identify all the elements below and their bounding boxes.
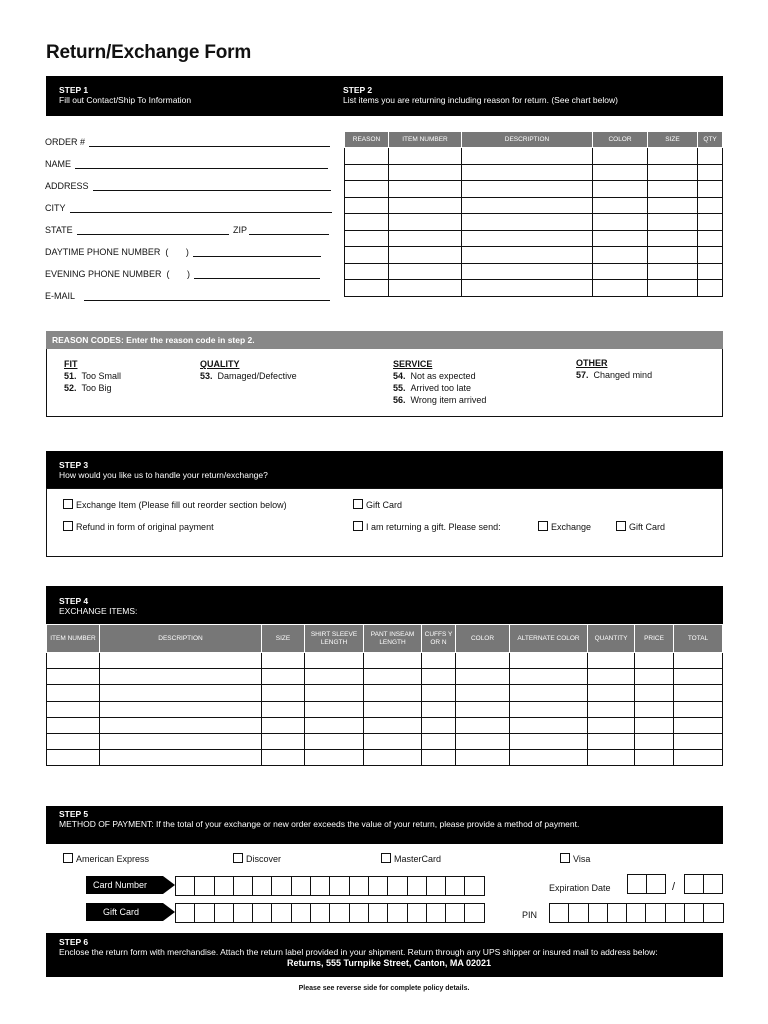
zip-label: ZIP: [233, 225, 248, 235]
amex-checkbox[interactable]: [63, 853, 73, 863]
table-cell[interactable]: [648, 230, 698, 247]
table-cell[interactable]: [462, 214, 593, 231]
table-cell[interactable]: [674, 685, 723, 701]
table-cell[interactable]: [262, 750, 305, 766]
table-cell[interactable]: [364, 669, 422, 685]
other-heading: OTHER: [576, 358, 608, 368]
step2-title: STEP 2: [343, 85, 373, 95]
table-cell[interactable]: [510, 653, 588, 669]
digit-cell[interactable]: [627, 874, 647, 894]
table-cell[interactable]: [635, 669, 674, 685]
order-label: ORDER #: [45, 137, 86, 147]
evening-phone-label: EVENING PHONE NUMBER ( ): [45, 269, 191, 279]
code-53: 53. Damaged/Defective: [200, 371, 297, 381]
digit-cell[interactable]: [253, 876, 272, 896]
table-cell[interactable]: [47, 685, 100, 701]
table-cell[interactable]: [345, 263, 389, 280]
table-cell[interactable]: [648, 164, 698, 181]
step3-title: STEP 3: [59, 460, 89, 470]
table-cell[interactable]: [698, 181, 723, 198]
table-cell[interactable]: [674, 669, 723, 685]
table-cell[interactable]: [698, 280, 723, 297]
step4-bar: [46, 586, 723, 624]
table-cell[interactable]: [635, 701, 674, 717]
table-cell[interactable]: [262, 669, 305, 685]
reason-codes-header: REASON CODES: Enter the reason code in step 2.: [46, 331, 723, 349]
table-row: [345, 280, 723, 297]
table-cell[interactable]: [422, 733, 456, 749]
pin-label: PIN: [522, 910, 538, 920]
table-cell[interactable]: [389, 197, 462, 214]
code-52: 52. Too Big: [64, 383, 112, 393]
table-cell[interactable]: [510, 669, 588, 685]
ex-col-alternate-color: ALTERNATE COLOR: [510, 625, 588, 653]
table-cell[interactable]: [462, 181, 593, 198]
table-cell[interactable]: [456, 701, 510, 717]
table-cell[interactable]: [47, 669, 100, 685]
gift-card-label: Gift Card: [86, 903, 163, 921]
table-cell[interactable]: [674, 750, 723, 766]
table-cell[interactable]: [462, 263, 593, 280]
table-row: [345, 197, 723, 214]
table-cell[interactable]: [345, 214, 389, 231]
digit-cell[interactable]: [369, 903, 388, 923]
step1-text: Fill out Contact/Ship To Information: [59, 95, 192, 105]
step5-text: METHOD OF PAYMENT: If the total of your exchange or new order exceeds the value of your return, please provide a method of payment.: [59, 819, 580, 829]
digit-cell[interactable]: [666, 903, 685, 923]
mastercard-option[interactable]: MasterCard: [381, 853, 441, 864]
step4-title: STEP 4: [59, 596, 89, 606]
digit-cell[interactable]: [215, 903, 234, 923]
table-cell[interactable]: [593, 280, 648, 297]
table-row: [345, 148, 723, 165]
name-label: NAME: [45, 159, 72, 169]
digit-cell[interactable]: [465, 876, 484, 896]
card-number-label: Card Number: [86, 876, 163, 894]
col-size: SIZE: [648, 132, 698, 148]
digit-cell[interactable]: [350, 903, 369, 923]
table-cell[interactable]: [262, 653, 305, 669]
table-cell[interactable]: [345, 280, 389, 297]
table-cell[interactable]: [674, 717, 723, 733]
table-cell[interactable]: [389, 148, 462, 165]
digit-cell[interactable]: [704, 874, 723, 894]
table-cell[interactable]: [389, 280, 462, 297]
table-cell[interactable]: [364, 653, 422, 669]
amex-option[interactable]: American Express: [63, 853, 149, 864]
gift-giftcard-option[interactable]: Gift Card: [616, 521, 665, 532]
card-number-input[interactable]: [175, 876, 485, 896]
table-cell[interactable]: [674, 701, 723, 717]
table-cell[interactable]: [462, 197, 593, 214]
expiration-month-input[interactable]: [627, 874, 666, 894]
table-cell[interactable]: [588, 717, 635, 733]
table-cell[interactable]: [456, 653, 510, 669]
digit-cell[interactable]: [427, 903, 446, 923]
digit-cell[interactable]: [272, 903, 291, 923]
table-cell[interactable]: [698, 164, 723, 181]
ex-col-size: SIZE: [262, 625, 305, 653]
table-cell[interactable]: [47, 653, 100, 669]
table-row: [345, 247, 723, 264]
gift-card-checkbox[interactable]: [353, 499, 363, 509]
table-cell[interactable]: [422, 669, 456, 685]
digit-cell[interactable]: [330, 876, 349, 896]
table-cell[interactable]: [462, 164, 593, 181]
table-cell[interactable]: [648, 247, 698, 264]
table-cell[interactable]: [648, 280, 698, 297]
col-qty: QTY: [698, 132, 723, 148]
table-cell[interactable]: [456, 717, 510, 733]
return-address: Returns, 555 Turnpike Street, Canton, MA 02021: [286, 958, 492, 968]
table-cell[interactable]: [305, 701, 364, 717]
expiration-slash: /: [672, 881, 676, 893]
ex-col-shirt-sleeve: SHIRT SLEEVE LENGTH: [305, 625, 364, 653]
digit-cell[interactable]: [627, 903, 646, 923]
table-cell[interactable]: [635, 750, 674, 766]
table-cell[interactable]: [588, 685, 635, 701]
exchange-items-table: [46, 624, 723, 766]
digit-cell[interactable]: [465, 903, 484, 923]
email-field[interactable]: [45, 289, 330, 301]
gift-card-input[interactable]: [175, 903, 485, 923]
digit-cell[interactable]: [175, 876, 195, 896]
table-cell[interactable]: [345, 230, 389, 247]
fit-heading: FIT: [64, 359, 78, 369]
table-cell[interactable]: [364, 750, 422, 766]
table-row: [345, 181, 723, 198]
table-row: [47, 750, 723, 766]
visa-checkbox[interactable]: [560, 853, 570, 863]
table-cell[interactable]: [698, 263, 723, 280]
zip-field[interactable]: [233, 223, 329, 235]
table-cell[interactable]: [422, 653, 456, 669]
table-cell[interactable]: [698, 247, 723, 264]
address-label: ADDRESS: [45, 181, 89, 191]
table-row: [47, 717, 723, 733]
col-color: COLOR: [593, 132, 648, 148]
digit-cell[interactable]: [569, 903, 588, 923]
table-cell[interactable]: [593, 197, 648, 214]
table-cell[interactable]: [47, 733, 100, 749]
gift-exchange-checkbox[interactable]: [538, 521, 548, 531]
table-cell[interactable]: [698, 214, 723, 231]
digit-cell[interactable]: [311, 876, 330, 896]
step1-title: STEP 1: [59, 85, 89, 95]
digit-cell[interactable]: [272, 876, 291, 896]
table-cell[interactable]: [389, 263, 462, 280]
table-cell[interactable]: [345, 148, 389, 165]
ex-col-total: TOTAL: [674, 625, 723, 653]
table-cell[interactable]: [698, 197, 723, 214]
table-cell[interactable]: [100, 669, 262, 685]
step3-bar: [46, 451, 723, 489]
ex-col-pant-inseam: PANT INSEAM LENGTH: [364, 625, 422, 653]
step6-text: Enclose the return form with merchandise. Attach the return label provided in your shipment. Return through any UPS shipper or insured mail to address below:: [59, 947, 658, 957]
table-cell[interactable]: [462, 247, 593, 264]
table-cell[interactable]: [593, 230, 648, 247]
code-51: 51. Too Small: [64, 371, 122, 381]
table-cell[interactable]: [648, 214, 698, 231]
digit-cell[interactable]: [427, 876, 446, 896]
table-cell[interactable]: [305, 733, 364, 749]
expiration-year-input[interactable]: [684, 874, 723, 894]
code-54: 54. Not as expected: [393, 371, 476, 381]
other-codes: [576, 357, 652, 381]
discover-checkbox[interactable]: [233, 853, 243, 863]
expiration-label: Expiration Date: [549, 883, 611, 893]
table-cell[interactable]: [364, 717, 422, 733]
table-cell[interactable]: [510, 750, 588, 766]
table-cell[interactable]: [305, 685, 364, 701]
evening-phone-field[interactable]: [45, 267, 320, 279]
table-cell[interactable]: [588, 733, 635, 749]
table-cell[interactable]: [262, 717, 305, 733]
daytime-phone-label: DAYTIME PHONE NUMBER ( ): [45, 247, 189, 257]
table-row: [47, 733, 723, 749]
table-cell[interactable]: [262, 685, 305, 701]
table-cell[interactable]: [462, 148, 593, 165]
visa-option[interactable]: Visa: [560, 853, 590, 864]
step6-bar: [46, 933, 723, 977]
table-cell[interactable]: [422, 750, 456, 766]
digit-cell[interactable]: [350, 876, 369, 896]
table-cell[interactable]: [100, 717, 262, 733]
table-cell[interactable]: [635, 733, 674, 749]
table-cell[interactable]: [100, 653, 262, 669]
return-items-table: [344, 131, 723, 297]
gift-card-option[interactable]: Gift Card: [353, 499, 402, 510]
digit-cell[interactable]: [195, 876, 214, 896]
table-cell[interactable]: [588, 653, 635, 669]
table-cell[interactable]: [674, 653, 723, 669]
step4-text: EXCHANGE ITEMS:: [59, 606, 138, 616]
step1-2-bar: [46, 76, 723, 116]
col-reason: REASON: [345, 132, 389, 148]
table-cell[interactable]: [100, 750, 262, 766]
digit-cell[interactable]: [408, 876, 427, 896]
quality-heading: QUALITY: [200, 359, 240, 369]
table-cell[interactable]: [262, 701, 305, 717]
table-cell[interactable]: [389, 214, 462, 231]
digit-cell[interactable]: [311, 903, 330, 923]
table-cell[interactable]: [462, 230, 593, 247]
table-cell[interactable]: [389, 230, 462, 247]
mastercard-checkbox[interactable]: [381, 853, 391, 863]
digit-cell[interactable]: [253, 903, 272, 923]
digit-cell[interactable]: [647, 874, 666, 894]
table-cell[interactable]: [47, 717, 100, 733]
returning-gift-checkbox[interactable]: [353, 521, 363, 531]
table-row: [47, 653, 723, 669]
col-description: DESCRIPTION: [462, 132, 593, 148]
table-cell[interactable]: [648, 263, 698, 280]
ex-col-price: PRICE: [635, 625, 674, 653]
ex-col-color: COLOR: [456, 625, 510, 653]
code-57: 57. Changed mind: [576, 370, 653, 380]
order-field[interactable]: [45, 135, 330, 147]
address-field[interactable]: [45, 179, 331, 191]
step5-title: STEP 5: [59, 809, 89, 819]
table-cell[interactable]: [593, 164, 648, 181]
table-cell[interactable]: [674, 733, 723, 749]
table-cell[interactable]: [648, 197, 698, 214]
table-row: [47, 701, 723, 717]
digit-cell[interactable]: [234, 903, 253, 923]
state-field[interactable]: [45, 223, 229, 235]
table-cell[interactable]: [456, 669, 510, 685]
digit-cell[interactable]: [388, 903, 407, 923]
state-label: STATE: [45, 225, 73, 235]
service-codes: [393, 358, 486, 406]
step6-title: STEP 6: [59, 937, 89, 947]
ex-col-description: DESCRIPTION: [100, 625, 262, 653]
digit-cell[interactable]: [685, 903, 704, 923]
table-row: [345, 230, 723, 247]
table-cell[interactable]: [456, 750, 510, 766]
digit-cell[interactable]: [388, 876, 407, 896]
table-cell[interactable]: [345, 197, 389, 214]
step2-text: List items you are returning including reason for return. (See chart below): [343, 95, 618, 105]
step3-text: How would you like us to handle your return/exchange?: [59, 470, 268, 480]
quality-codes: [200, 358, 297, 382]
digit-cell[interactable]: [369, 876, 388, 896]
digit-cell[interactable]: [195, 903, 214, 923]
table-row: [47, 685, 723, 701]
table-cell[interactable]: [305, 669, 364, 685]
table-row: [345, 214, 723, 231]
table-cell[interactable]: [648, 181, 698, 198]
table-cell[interactable]: [389, 181, 462, 198]
table-cell[interactable]: [593, 263, 648, 280]
table-cell[interactable]: [47, 750, 100, 766]
digit-cell[interactable]: [408, 903, 427, 923]
digit-cell[interactable]: [549, 903, 569, 923]
table-cell[interactable]: [345, 247, 389, 264]
table-cell[interactable]: [364, 701, 422, 717]
email-label: E-MAIL: [45, 291, 76, 301]
digit-cell[interactable]: [608, 903, 627, 923]
table-cell[interactable]: [422, 701, 456, 717]
digit-cell[interactable]: [215, 876, 234, 896]
table-cell[interactable]: [100, 701, 262, 717]
table-cell[interactable]: [262, 733, 305, 749]
table-cell[interactable]: [588, 669, 635, 685]
table-cell[interactable]: [422, 685, 456, 701]
table-cell[interactable]: [100, 733, 262, 749]
table-cell[interactable]: [345, 181, 389, 198]
daytime-phone-field[interactable]: [45, 245, 321, 257]
table-cell[interactable]: [510, 733, 588, 749]
digit-cell[interactable]: [292, 876, 311, 896]
exchange-item-option[interactable]: Exchange Item (Please fill out reorder section below): [63, 499, 287, 510]
digit-cell[interactable]: [292, 903, 311, 923]
service-heading: SERVICE: [393, 359, 433, 369]
digit-cell[interactable]: [589, 903, 608, 923]
exchange-item-checkbox[interactable]: [63, 499, 73, 509]
discover-option[interactable]: Discover: [233, 853, 281, 864]
refund-checkbox[interactable]: [63, 521, 73, 531]
table-row: [345, 164, 723, 181]
table-cell[interactable]: [635, 653, 674, 669]
table-cell[interactable]: [462, 280, 593, 297]
digit-cell[interactable]: [175, 903, 195, 923]
digit-cell[interactable]: [646, 903, 665, 923]
digit-cell[interactable]: [704, 903, 723, 923]
table-cell[interactable]: [456, 685, 510, 701]
table-row: [345, 263, 723, 280]
table-cell[interactable]: [593, 214, 648, 231]
gift-giftcard-checkbox[interactable]: [616, 521, 626, 531]
table-cell[interactable]: [588, 701, 635, 717]
ex-col-cuffs: CUFFS Y OR N: [422, 625, 456, 653]
table-cell[interactable]: [648, 148, 698, 165]
digit-cell[interactable]: [330, 903, 349, 923]
table-cell[interactable]: [364, 733, 422, 749]
city-label: CITY: [45, 203, 66, 213]
table-cell[interactable]: [100, 685, 262, 701]
form-title: Return/Exchange Form: [46, 42, 252, 63]
pin-input[interactable]: [549, 903, 724, 923]
gift-exchange-option[interactable]: Exchange: [538, 521, 591, 532]
table-cell[interactable]: [47, 701, 100, 717]
digit-cell[interactable]: [234, 876, 253, 896]
digit-cell[interactable]: [446, 903, 465, 923]
step5-bar: [46, 806, 723, 844]
table-row: [47, 669, 723, 685]
table-cell[interactable]: [588, 750, 635, 766]
ex-col-item-number: ITEM NUMBER: [47, 625, 100, 653]
table-cell[interactable]: [510, 685, 588, 701]
table-cell[interactable]: [305, 750, 364, 766]
refund-option[interactable]: Refund in form of original payment: [63, 521, 214, 532]
table-cell[interactable]: [510, 701, 588, 717]
name-field[interactable]: [45, 157, 328, 169]
digit-cell[interactable]: [446, 876, 465, 896]
table-cell[interactable]: [698, 148, 723, 165]
table-cell[interactable]: [635, 685, 674, 701]
table-cell[interactable]: [305, 653, 364, 669]
table-cell[interactable]: [364, 685, 422, 701]
table-cell[interactable]: [456, 733, 510, 749]
ex-col-quantity: QUANTITY: [588, 625, 635, 653]
table-cell[interactable]: [389, 164, 462, 181]
table-cell[interactable]: [698, 230, 723, 247]
table-cell[interactable]: [593, 181, 648, 198]
table-cell[interactable]: [422, 717, 456, 733]
table-cell[interactable]: [593, 148, 648, 165]
returning-gift-option[interactable]: I am returning a gift. Please send:: [353, 521, 501, 532]
city-field[interactable]: [45, 201, 332, 213]
footer-note: Please see reverse side for complete policy details.: [298, 985, 470, 992]
table-cell[interactable]: [510, 717, 588, 733]
table-cell[interactable]: [345, 164, 389, 181]
digit-cell[interactable]: [684, 874, 704, 894]
table-cell[interactable]: [389, 247, 462, 264]
code-56: 56. Wrong item arrived: [393, 395, 487, 405]
code-55: 55. Arrived too late: [393, 383, 472, 393]
table-cell[interactable]: [635, 717, 674, 733]
table-cell[interactable]: [305, 717, 364, 733]
fit-codes: [64, 358, 121, 394]
table-cell[interactable]: [593, 247, 648, 264]
col-item-number: ITEM NUMBER: [389, 132, 462, 148]
